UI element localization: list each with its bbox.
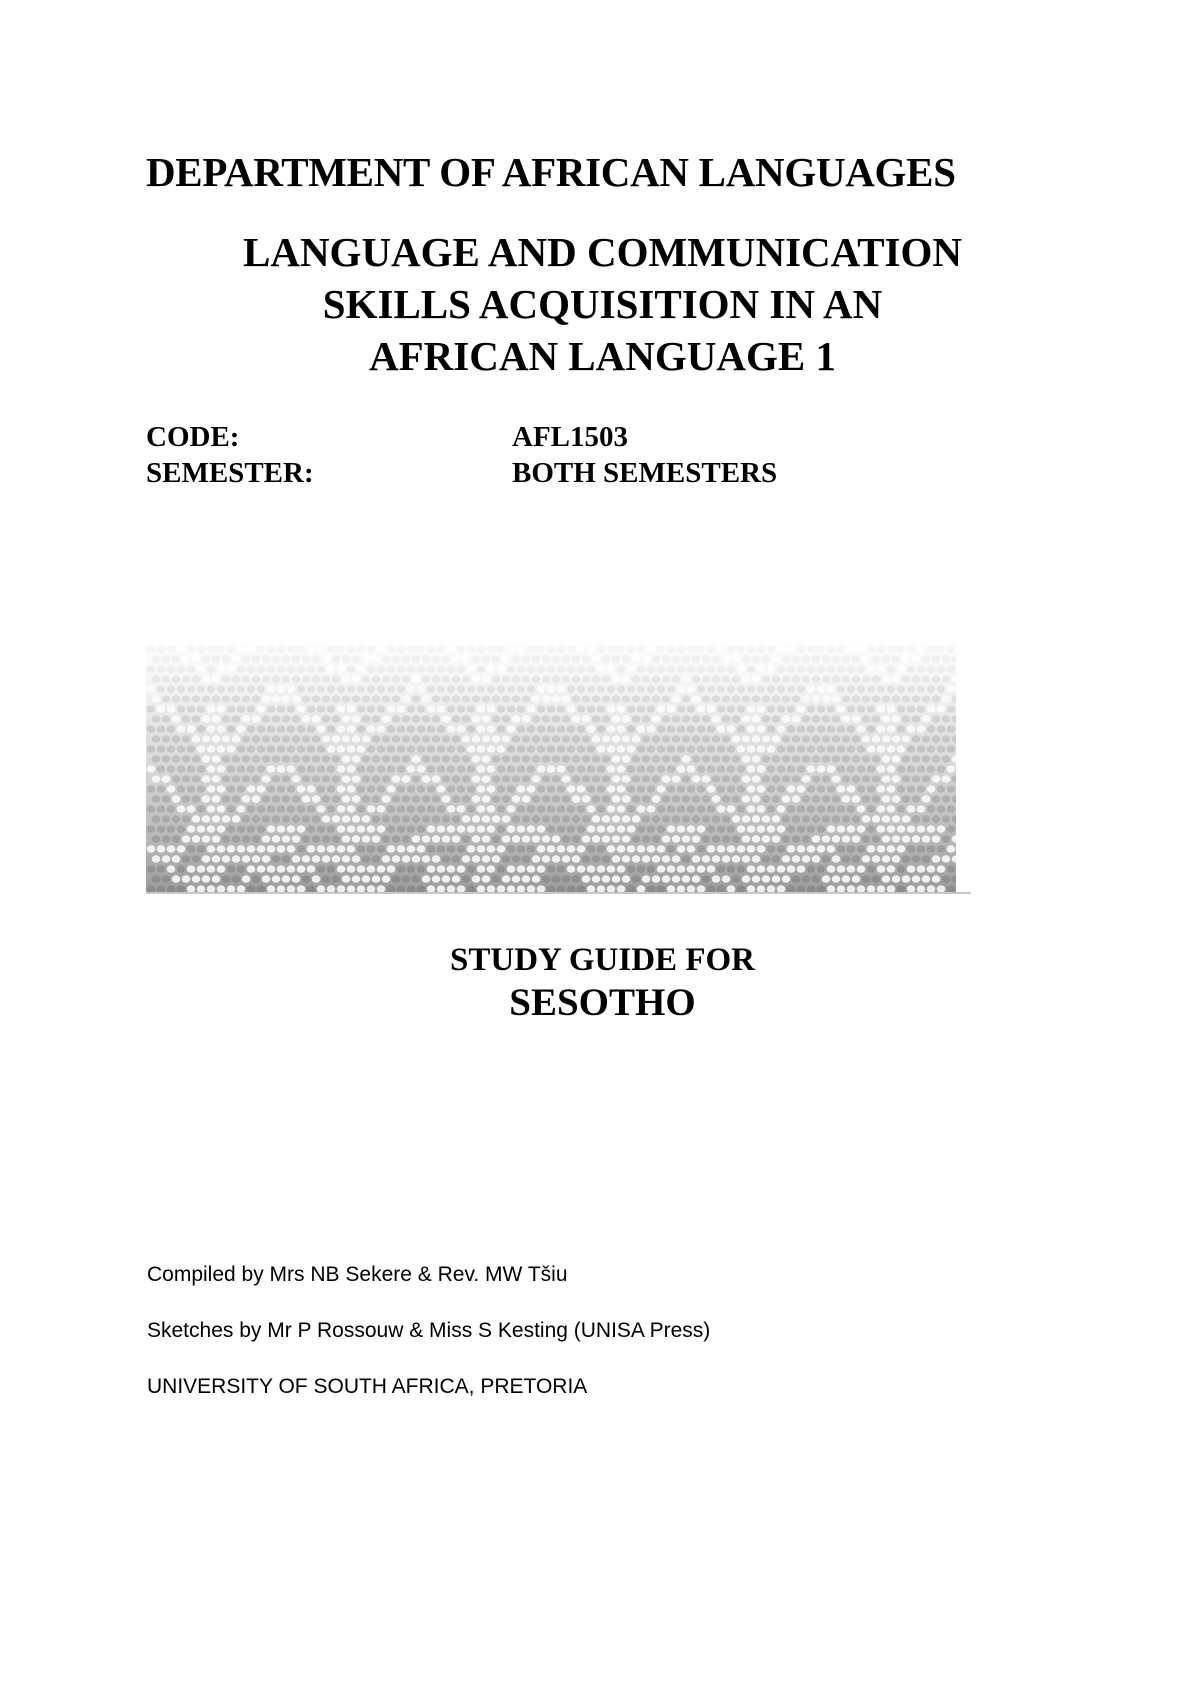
study-guide-language: SESOTHO [509,981,696,1024]
banner-divider [146,892,971,894]
course-title-line-3: AFRICAN LANGUAGE 1 [369,333,836,379]
department-heading: DEPARTMENT OF AFRICAN LANGUAGES [146,149,956,195]
university-line: UNIVERSITY OF SOUTH AFRICA, PRETORIA [147,1375,588,1398]
code-row [146,420,628,454]
course-title-line-1: LANGUAGE AND COMMUNICATION [242,229,963,275]
sketches-by-credit: Sketches by Mr P Rossouw & Miss S Kesting (UNISA Press) [147,1319,711,1342]
beadwork-banner-image [146,644,956,894]
course-title [146,226,1059,382]
study-guide-line-1: STUDY GUIDE FOR [450,942,755,978]
study-guide-title [146,940,1059,1026]
semester-value: BOTH SEMESTERS [512,457,778,489]
semester-row [146,456,778,490]
semester-label: SEMESTER: [146,457,314,489]
code-label: CODE: [146,421,240,453]
code-value: AFL1503 [512,421,628,453]
compiled-by-credit: Compiled by Mrs NB Sekere & Rev. MW Tšiu [147,1263,568,1286]
beadwork-pattern [146,644,956,894]
course-title-line-2: SKILLS ACQUISITION IN AN [322,281,883,327]
